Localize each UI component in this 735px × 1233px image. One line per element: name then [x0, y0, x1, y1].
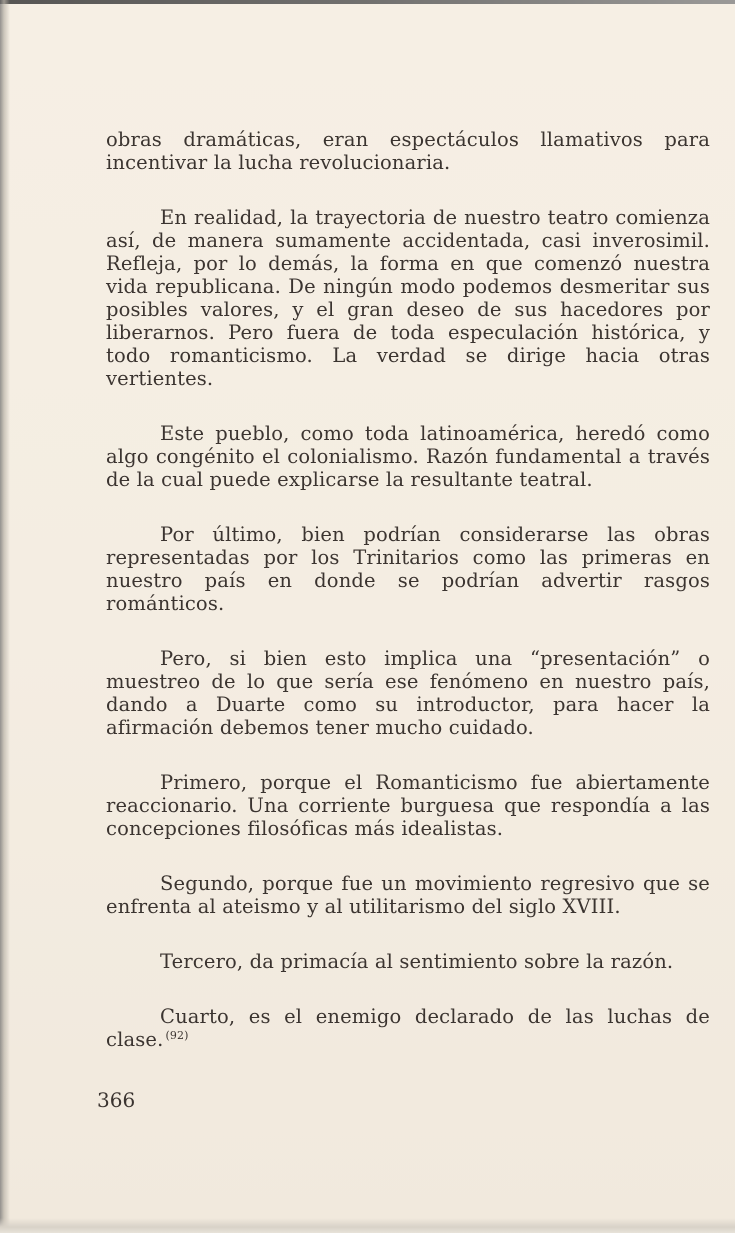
paragraph-text: Tercero, da primacía al sentimiento sobre la razón. — [160, 950, 674, 973]
page-bottom-edge — [0, 1218, 735, 1233]
paragraph-text: Por último, bien podrían considerarse las obras representadas por los Trinitarios como las primeras en nuestro país en donde se podrían advertir rasgos románticos. — [106, 523, 710, 615]
paragraph-text: Primero, porque el Romanticismo fue abiertamente reaccionario. Una corriente burguesa que respondía a las concepciones filosóficas más idealistas. — [106, 771, 710, 840]
page-number: 366 — [97, 1088, 136, 1112]
paragraph — [106, 523, 710, 615]
paragraph — [106, 771, 710, 840]
paragraph — [106, 128, 710, 174]
footnote-reference: (92) — [165, 1028, 189, 1042]
paragraph-text: Este pueblo, como toda latinoamérica, heredó como algo congénito el colonialismo. Razón fundamental a través de la cual puede explicarse la resultante teatral. — [106, 422, 710, 491]
paragraph — [106, 206, 710, 390]
paragraph-text: En realidad, la trayectoria de nuestro teatro comienza así, de manera sumamente accidentada, casi inverosimil. Refleja, por lo demás, la forma en que comenzó nuestra vida republicana. De ningún modo podemos desmeritar sus posibles valores, y el gran deseo de sus hacedores por liberarnos. Pero fuera de toda especulación histórica, y todo romanticismo. La verdad se dirige hacia otras vertientes. — [106, 206, 710, 390]
paragraph — [106, 647, 710, 739]
paragraph — [106, 872, 710, 918]
paragraph — [106, 1005, 710, 1051]
page-body-text — [106, 128, 710, 1083]
paragraph — [106, 422, 710, 491]
page-left-edge — [0, 0, 10, 1233]
paragraph-text: Segundo, porque fue un movimiento regresivo que se enfrenta al ateismo y al utilitarismo del siglo XVIII. — [106, 872, 710, 918]
paragraph-text: Pero, si bien esto implica una “presentación” o muestreo de lo que sería ese fenómeno en nuestro país, dando a Duarte como su introductor, para hacer la afirmación debemos tener mucho cuidado. — [106, 647, 710, 739]
page-top-edge — [0, 0, 735, 4]
paragraph-text: Cuarto, es el enemigo declarado de las luchas de clase. — [106, 1005, 710, 1051]
paragraph — [106, 950, 710, 973]
paragraph-text: obras dramáticas, eran espectáculos llamativos para incentivar la lucha revolucionaria. — [106, 128, 710, 174]
